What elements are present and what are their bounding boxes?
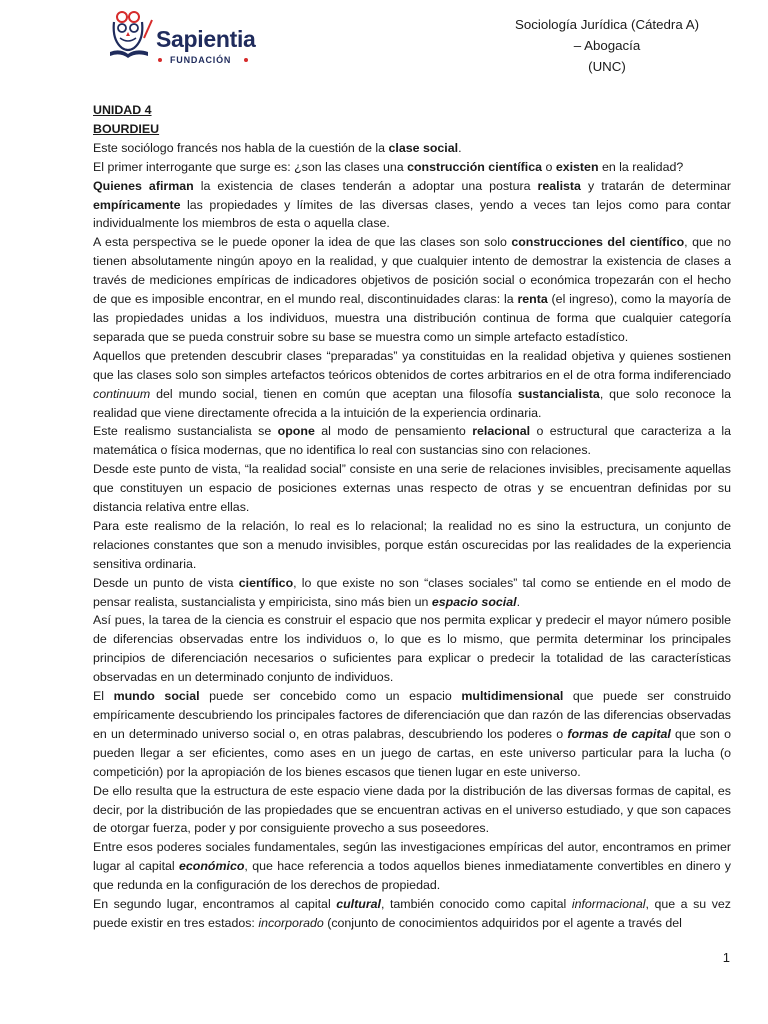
paragraph-9: Desde un punto de vista científico, lo que existe no son “clases sociales” tal como se entiende en el modo de pensar realista, sustancialista y empiricista, sino más bien un espacio social. bbox=[93, 575, 732, 609]
page-header bbox=[0, 0, 768, 90]
course-line-3: (UNC) bbox=[588, 59, 626, 74]
paragraph-11: El mundo social puede ser concebido como un espacio multidimensional que puede ser construido empíricamente descubriendo los principales factores de diferenciación que dan razón de las diferencias observadas en un determinado universo social o, en otras palabras, descubriendo los poderes o formas de capital que son o pueden llegar a ser eficientes, como ases en un juego de cartas, en este universo particular para la lucha (o competición) por la apropiación de los bienes escasos que tienen lugar en este universo. bbox=[93, 689, 732, 779]
course-line-2: – Abogacía bbox=[573, 38, 641, 53]
author-heading: BOURDIEU bbox=[93, 121, 160, 136]
logo-dot-right bbox=[244, 58, 248, 62]
course-line-1: Sociología Jurídica (Cátedra A) bbox=[514, 17, 700, 32]
paragraph-5: Aquellos que pretenden descubrir clases “preparadas” ya constituidas en la realidad objetiva y quienes sostienen que las clases solo son simples artefactos teóricos obtenidos de cortes arbitrarios en el de otra forma indiferenciado continuum del mundo social, tienen en común que aceptan una filosofía sustancialista, que solo reconoce la realidad que viene directamente ofrecida a la intuición de la experiencia ordinaria. bbox=[93, 348, 731, 420]
paragraph-12: De ello resulta que la estructura de este espacio viene dada por la distribución de las diversas formas de capital, es decir, por la distribución de las propiedades que se encuentran activas en el universo estudiado, y que son capaces de otorgar fuerza, poder y por consiguiente provecho a sus poseedores. bbox=[93, 783, 731, 836]
unit-heading: UNIDAD 4 bbox=[93, 103, 152, 117]
paragraph-6: Este realismo sustancialista se opone al modo de pensamiento relacional o estructural que caracteriza a la matemática o física modernas, que no identifica lo real con sustancias sino con relaciones. bbox=[93, 424, 731, 458]
paragraph-2: El primer interrogante que surge es: ¿son las clases una construcción científica o existen en la realidad? bbox=[93, 159, 684, 174]
paragraph-10: Así pues, la tarea de la ciencia es construir el espacio que nos permita explicar y predecir el mayor número posible de diferencias observadas entre los individuos o, lo que es lo mismo, que permita determinar los principales principios de diferenciación necesarios o suficientes para explicar o predecir la totalidad de las características observadas en un determinado conjunto de individuos. bbox=[93, 613, 731, 685]
paragraph-4: A esta perspectiva se le puede oponer la idea de que las clases son solo construcciones del científico, que no tienen absolutamente ningún apoyo en la realidad, y que cualquier intento de demostrar la existencia de clases a través de mediciones empíricas de indicadores objetivos de posición social o económica tropezarán con el hecho de que es imposible encontrar, en el mundo real, discontinuidades claras: la renta (el ingreso), como la mayoría de las propiedades unidas a los individuos, muestra una distribución continua de forma que cualquier categoría separada que se pueda construir sobre su base se muestra como un simple artefacto estadístico. bbox=[93, 235, 732, 344]
page-number: 1 bbox=[722, 950, 730, 965]
logo-subtitle: FUNDACIÓN bbox=[170, 55, 232, 65]
paragraph-1: Este sociólogo francés nos habla de la cuestión de la clase social. bbox=[93, 140, 462, 155]
course-info bbox=[492, 14, 722, 77]
logo-wordmark: Sapientia bbox=[156, 26, 256, 52]
logo-dot-left bbox=[158, 58, 162, 62]
owl-book-icon bbox=[108, 8, 156, 66]
paragraph-13: Entre esos poderes sociales fundamentales, según las investigaciones empíricas del autor, encontramos en primer lugar al capital económico, que hace referencia a todos aquellos bienes inmediatamente convertibles en dinero y que redunda en la configuración de los derechos de propiedad. bbox=[93, 840, 731, 893]
paragraph-3: Quienes afirman la existencia de clases tenderán a adoptar una postura realista y tratarán de determinar empíricamente las propiedades y límites de las diversas clases, yendo a veces tan lejos como para contar individualmente los miembros de esta o aquella clase. bbox=[93, 178, 731, 231]
paragraph-8: Para este realismo de la relación, lo real es lo relacional; la realidad no es sino la estructura, un conjunto de relaciones constantes que son a menudo invisibles, porque están oscurecidas por las realidades de la experiencia sensitiva ordinaria. bbox=[93, 518, 731, 571]
document-body bbox=[93, 101, 731, 933]
paragraph-14: En segundo lugar, encontramos al capital cultural, también conocido como capital informacional, que a su vez puede existir en tres estados: incorporado (conjunto de conocimientos adquiridos por el agente a través del bbox=[93, 897, 731, 930]
paragraph-7: Desde este punto de vista, “la realidad social” consiste en una serie de relaciones invisibles, precisamente aquellas que constituyen un espacio de posiciones externas unas respecto de otras y se encuentran definidas por su distancia relativa entre ellas. bbox=[93, 462, 731, 515]
sapientia-logo bbox=[108, 8, 268, 66]
